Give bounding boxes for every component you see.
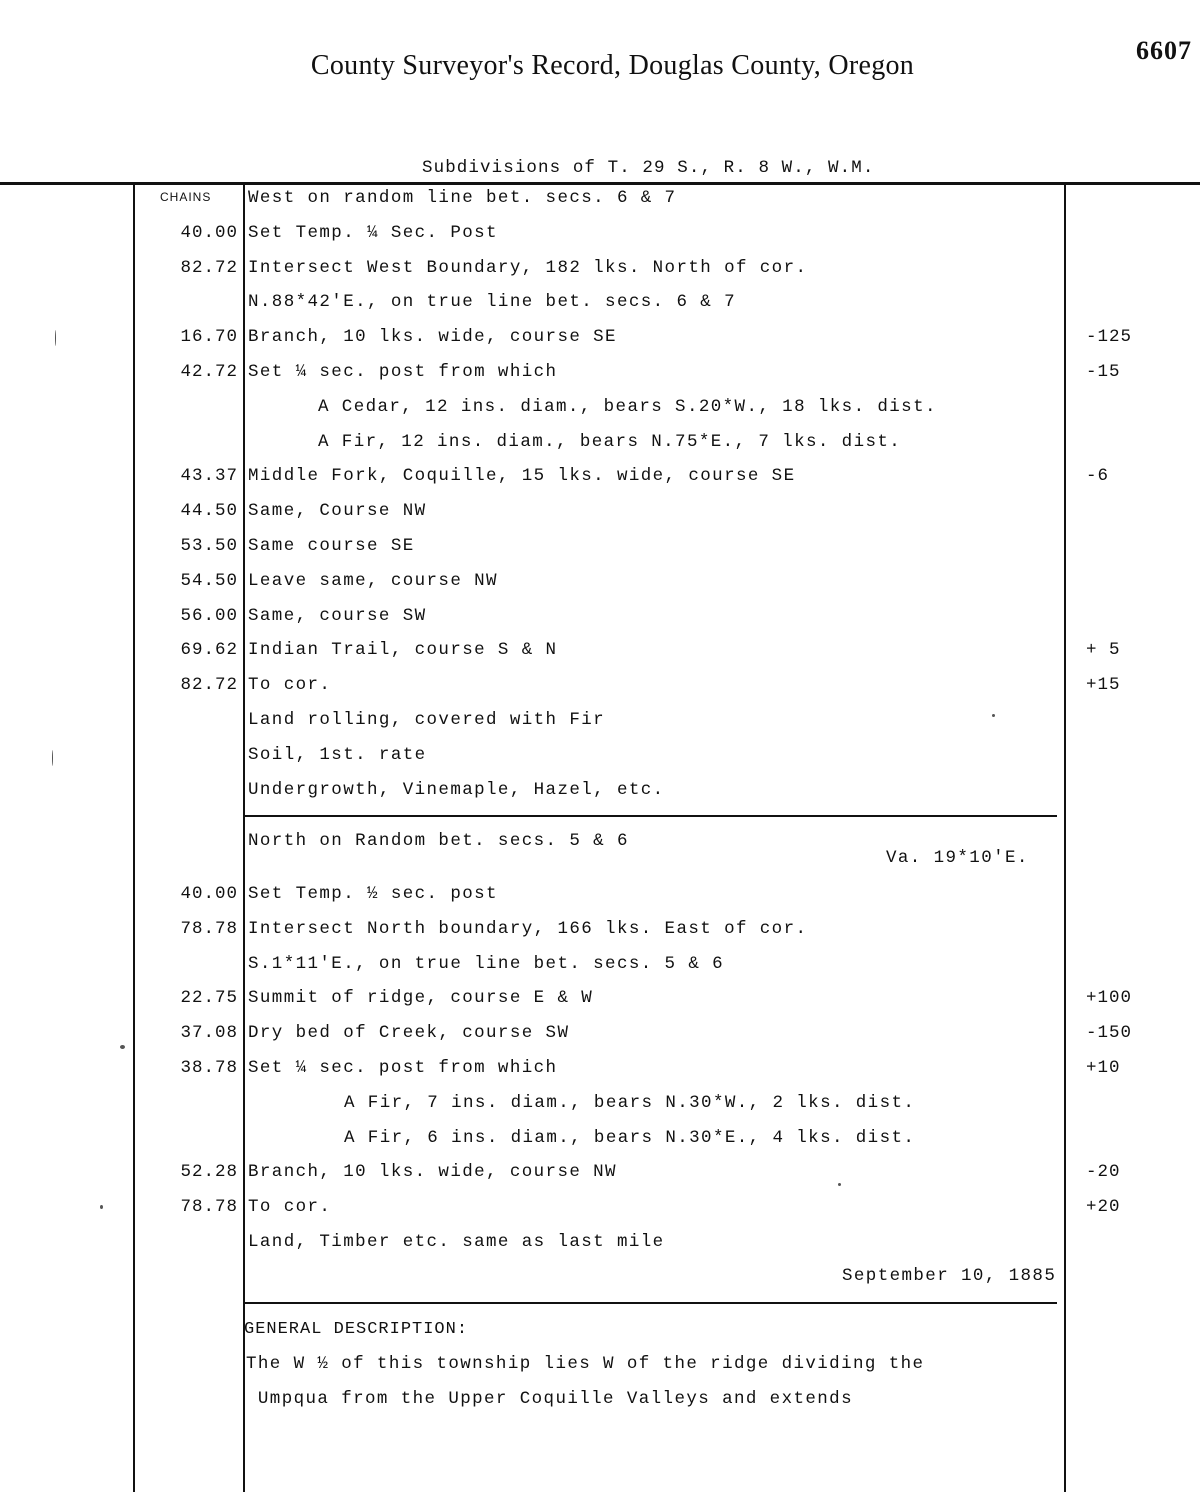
general-description-line: Umpqua from the Upper Coquille Valleys and extends: [246, 1389, 853, 1409]
scan-speck: [55, 330, 56, 346]
chain-distance: 69.62: [180, 640, 238, 661]
general-description-line: The W ½ of this township lies W of the ridge dividing the: [246, 1354, 925, 1374]
survey-entry-text: Set ¼ sec. post from which: [248, 362, 558, 382]
survey-entry-text: To cor.: [248, 1197, 332, 1218]
notes-column-divider: [1064, 182, 1066, 1492]
chain-distance: 16.70: [180, 327, 238, 348]
survey-entry-text: North on Random bet. secs. 5 & 6: [248, 831, 629, 851]
survey-entry-text: Same, Course NW: [248, 501, 427, 522]
scan-speck: [838, 1183, 841, 1186]
chain-distance: 22.75: [180, 988, 238, 1009]
left-column-line: [133, 182, 135, 1492]
elevation-note: -150: [1086, 1023, 1133, 1044]
survey-entry-text: A Cedar, 12 ins. diam., bears S.20*W., 18 lks. dist.: [318, 396, 937, 417]
survey-entry-text: Set Temp. ½ sec. post: [248, 884, 498, 904]
chain-distance: 53.50: [180, 536, 238, 556]
chain-distance: 43.37: [180, 466, 238, 487]
section-divider: [245, 1302, 1057, 1304]
survey-entry-text: Dry bed of Creek, course SW: [248, 1023, 570, 1044]
survey-entry-text: Summit of ridge, course E & W: [248, 988, 594, 1009]
scan-speck: [52, 750, 53, 766]
survey-entry-text: Land rolling, covered with Fir: [248, 710, 606, 730]
chain-distance: 78.78: [180, 1197, 238, 1218]
elevation-note: +20: [1086, 1197, 1121, 1218]
survey-entry-text: Indian Trail, course S & N: [248, 640, 558, 661]
survey-entry-text: Soil, 1st. rate: [248, 744, 427, 765]
survey-entry-text: Middle Fork, Coquille, 15 lks. wide, course SE: [248, 466, 796, 487]
survey-entry-text: Undergrowth, Vinemaple, Hazel, etc.: [248, 779, 665, 800]
survey-entry-text: Set Temp. ¼ Sec. Post: [248, 222, 498, 243]
record-header-title: County Surveyor's Record, Douglas County, Oregon: [310, 50, 915, 81]
survey-entry-text: Intersect West Boundary, 182 lks. North of cor.: [248, 257, 808, 278]
elevation-note: -6: [1086, 466, 1110, 487]
chain-distance: 82.72: [180, 675, 238, 696]
survey-entry-text: Same course SE: [248, 536, 415, 556]
survey-entry-text: S.1*11'E., on true line bet. secs. 5 & 6: [248, 953, 725, 974]
chain-distance: 37.08: [180, 1023, 238, 1044]
survey-entry-text: Intersect North boundary, 166 lks. East of cor.: [248, 918, 808, 939]
elevation-note: +100: [1086, 988, 1133, 1009]
chain-distance: 44.50: [180, 501, 238, 522]
chain-distance: 82.72: [180, 257, 238, 278]
elevation-note: +15: [1086, 675, 1121, 696]
general-description-heading: GENERAL DESCRIPTION:: [244, 1320, 469, 1339]
chains-column-divider: [243, 182, 245, 1492]
survey-entry-text: Land, Timber etc. same as last mile: [248, 1232, 665, 1252]
survey-entry-text: Branch, 10 lks. wide, course NW: [248, 1162, 617, 1183]
survey-date: September 10, 1885: [842, 1266, 1057, 1286]
scan-speck: [100, 1205, 103, 1209]
chain-distance: 56.00: [180, 605, 238, 626]
elevation-note: +10: [1086, 1058, 1121, 1078]
section-divider: [245, 815, 1057, 817]
chain-distance: 38.78: [180, 1058, 238, 1078]
survey-entry-text: N.88*42'E., on true line bet. secs. 6 & 7: [248, 292, 736, 313]
survey-entry-text: Leave same, course NW: [248, 570, 498, 591]
scan-speck: [120, 1045, 125, 1049]
chain-distance: 40.00: [180, 222, 238, 243]
subdivision-subtitle: Subdivisions of T. 29 S., R. 8 W., W.M.: [422, 158, 875, 178]
magnetic-variation: Va. 19*10'E.: [886, 848, 1029, 868]
page-number: 6607: [1136, 36, 1192, 65]
survey-entry-text: Set ¼ sec. post from which: [248, 1058, 558, 1078]
chain-distance: 42.72: [180, 362, 238, 382]
chains-column-header: CHAINS: [160, 190, 212, 204]
chain-distance: 52.28: [180, 1162, 238, 1183]
survey-entry-text: Branch, 10 lks. wide, course SE: [248, 327, 617, 348]
chain-distance: 54.50: [180, 570, 238, 591]
elevation-note: -20: [1086, 1162, 1121, 1183]
elevation-note: -15: [1086, 362, 1121, 382]
survey-entry-text: West on random line bet. secs. 6 & 7: [248, 188, 677, 208]
elevation-note: -125: [1086, 327, 1133, 348]
survey-entry-text: Same, course SW: [248, 605, 427, 626]
survey-entry-text: A Fir, 12 ins. diam., bears N.75*E., 7 lks. dist.: [318, 431, 902, 452]
elevation-note: + 5: [1086, 640, 1121, 661]
survey-entry-text: A Fir, 7 ins. diam., bears N.30*W., 2 lks. dist.: [344, 1092, 916, 1113]
scan-speck: [992, 714, 995, 717]
top-rule: [0, 182, 1200, 185]
survey-entry-text: A Fir, 6 ins. diam., bears N.30*E., 4 lks. dist.: [344, 1127, 916, 1148]
chain-distance: 40.00: [180, 884, 238, 904]
survey-entry-text: To cor.: [248, 675, 332, 696]
chain-distance: 78.78: [180, 918, 238, 939]
